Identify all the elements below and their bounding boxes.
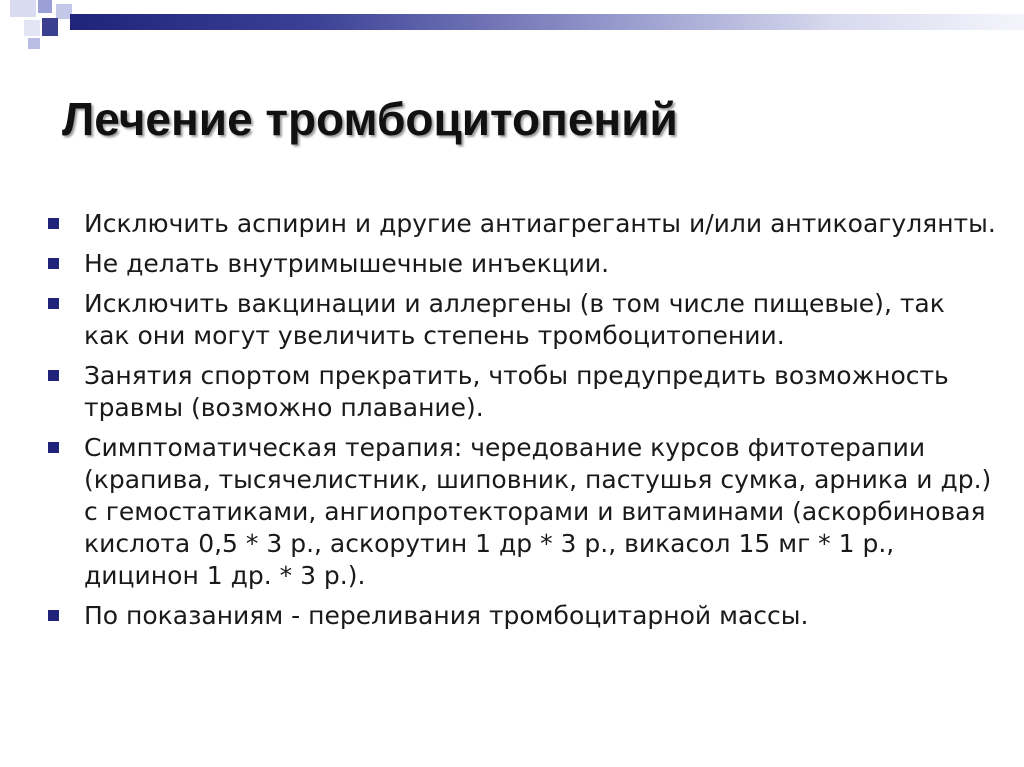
bullet-item [48,208,998,240]
bullet-item [48,288,998,352]
decor-square [42,18,58,36]
square-bullet-icon [48,218,59,229]
decor-square [28,38,40,49]
bullet-item [48,360,998,424]
bullet-text: Не делать внутримышечные инъекции. [84,249,610,278]
square-bullet-icon [48,258,59,269]
bullet-list [48,208,998,640]
bullet-text: Исключить аспирин и другие антиагреганты и/или антикоагулянты. [84,209,996,238]
bullet-item [48,432,998,592]
slide-title: Лечение тромбоцитопений [62,93,678,145]
decor-square [38,0,52,13]
square-bullet-icon [48,298,59,309]
square-bullet-icon [48,442,59,453]
bullet-text: По показаниям - переливания тромбоцитарной массы. [84,601,809,630]
bullet-text: Симптоматическая терапия: чередование курсов фитотерапии (крапива, тысячелистник, шиповник, пастушья сумка, арника и др.) с гемостатиками, ангиопротекторами и витаминами (аскорбиновая кислота 0,5 * 3 р., аскорутин 1 др * 3 р., викасол 15 мг * 1 р., дицинон 1 др. * 3 р.). [84,433,992,590]
bullet-item [48,600,998,632]
decor-square [24,20,40,36]
square-bullet-icon [48,370,59,381]
bullet-item [48,248,998,280]
bullet-text: Занятия спортом прекратить, чтобы предупредить возможность травмы (возможно плавание). [84,361,949,422]
decor-square [10,0,36,17]
square-bullet-icon [48,610,59,621]
bullet-text: Исключить вакцинации и аллергены (в том числе пищевые), так как они могут увеличить степень тромбоцитопении. [84,289,945,350]
header-gradient-bar [70,14,1024,30]
